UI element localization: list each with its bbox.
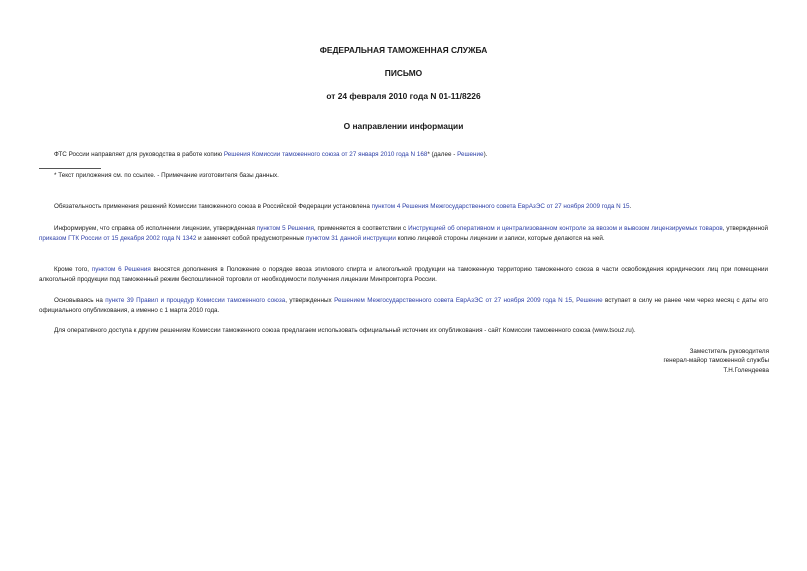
link-decision-2[interactable]: Решение <box>576 297 603 304</box>
text: , утвержденной <box>722 225 768 232</box>
paragraph-3 <box>39 224 768 243</box>
link-point-31[interactable]: пунктом 31 данной инструкции <box>306 234 396 242</box>
text: ФТС России направляет для руководства в работе копию <box>54 151 224 158</box>
text: , утвержденных <box>285 297 335 304</box>
text: Основываясь на <box>54 297 106 304</box>
link-point-6[interactable]: пунктом 6 Решения <box>91 266 151 273</box>
signature-position: Заместитель руководителя <box>689 348 769 355</box>
document-type: ПИСЬМО <box>384 68 423 78</box>
link-commission-decision-168[interactable]: Решения Комиссии таможенного союза от 27 января 2010 года N 168 <box>223 151 428 158</box>
paragraph-5 <box>39 296 768 315</box>
signature-name: Т.Н.Голендеева <box>723 366 769 374</box>
text: Кроме того, <box>54 266 92 273</box>
paragraph-4 <box>39 265 768 284</box>
document-subject: О направлении информации <box>343 121 464 131</box>
agency-title: ФЕДЕРАЛЬНАЯ ТАМОЖЕННАЯ СЛУЖБА <box>319 45 488 55</box>
text: , применяется в соответствии с <box>313 225 409 232</box>
link-point-39-rules[interactable]: пункте 39 Правил и процедур Комиссии таможенного союза <box>105 297 286 304</box>
link-eurasec-decision-15[interactable]: Решением Межгосударственного совета ЕврАзЭС от 27 ноября 2009 года N 15 <box>334 297 573 304</box>
text: вносятся дополнения в Положение о порядке ввоза этилового спирта и алкогольной продукции на таможенную территорию таможенного союза в части освобождения юридических лиц при помещении алкогольной продукции под таможенный режим беспошлинной торговли от необходимости получения лицензии Минпромторга России. <box>39 266 768 283</box>
text: вступает в силу не ранее чем через месяц с даты его официального опубликования, а именно с 1 марта 2010 года. <box>39 297 769 314</box>
link-decision[interactable]: Решение <box>457 151 484 158</box>
text: . <box>629 203 632 210</box>
document-date-number: от 24 февраля 2010 года N 01-11/8226 <box>326 91 481 101</box>
signature-block <box>664 347 770 375</box>
footnote-text: * Текст приложения см. по ссылке. - Примечание изготовителя базы данных. <box>54 172 279 179</box>
link-order-1342[interactable]: приказом ГТК России от 15 декабря 2002 года N 1342 <box>39 234 197 242</box>
paragraph-1 <box>39 150 768 160</box>
footnote-divider <box>39 168 101 169</box>
text: * (далее - <box>427 151 458 158</box>
text: Обязательность применения решений Комиссии таможенного союза в Российской Федерации установлена <box>54 203 372 210</box>
signature-rank: генерал-майор таможенной службы <box>663 357 769 365</box>
footnote <box>39 171 768 181</box>
text: и заменяет собой предусмотренные <box>196 234 307 242</box>
text: ). <box>483 151 488 158</box>
link-instruction[interactable]: Инструкцией об оперативном и централизованном контроле за ввозом и вывозом лицензируемых товаров <box>408 225 723 232</box>
link-point-5[interactable]: пунктом 5 Решения <box>256 225 314 232</box>
text: Для оперативного доступа к другим решениям Комиссии таможенного союза предлагаем использовать официальный источник их опубликования - сайт Комиссии таможенного союза (www.tsouz.ru). <box>54 327 636 334</box>
link-eurasec-point-4[interactable]: пунктом 4 Решения Межгосударственного совета ЕврАзЭС от 27 ноября 2009 года N 15 <box>371 203 630 210</box>
paragraph-2 <box>39 202 768 212</box>
text: , <box>572 297 577 304</box>
text: Информируем, что справка об исполнении лицензии, утвержденная <box>54 225 257 232</box>
text: копию лицевой стороны лицензии и записи, которые делаются на ней. <box>395 234 605 242</box>
paragraph-6 <box>39 326 768 336</box>
